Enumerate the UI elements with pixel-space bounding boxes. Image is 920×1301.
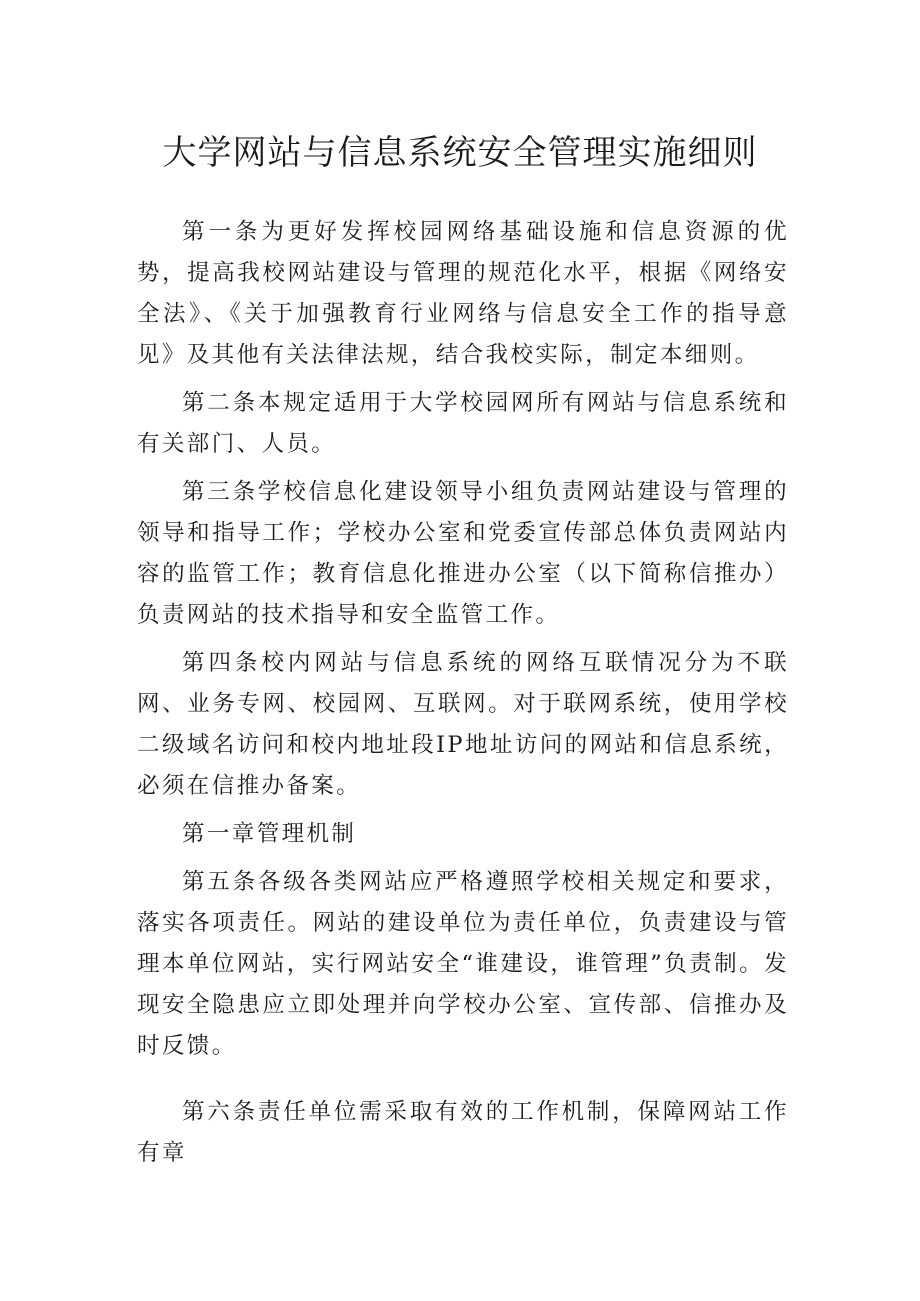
article-1-paragraph: 第一条为更好发挥校园网络基础设施和信息资源的优势，提高我校网站建设与管理的规范化水平，根据《网络安全法》、《关于加强教育行业网络与信息安全工作的指导意见》及其他有关法律法规，结合我校实际，制定本细则。: [137, 219, 789, 368]
article-3-paragraph: 第三条学校信息化建设领导小组负责网站建设与管理的领导和指导工作；学校办公室和党委宣传部总体负责网站内容的监管工作；教育信息化推进办公室（以下简称信推办）负责网站的技术指导和安全监管工作。: [137, 479, 789, 628]
document-title: 大学网站与信息系统安全管理实施细则: [162, 133, 758, 173]
article-4-paragraph: 第四条校内网站与信息系统的网络互联情况分为不联网、业务专网、校园网、互联网。对于联网系统，使用学校二级域名访问和校内地址段IP地址访问的网站和信息系统，必须在信推办备案。: [137, 650, 789, 799]
chapter-1-heading: 第一章管理机制: [182, 821, 357, 847]
article-5-paragraph: 第五条各级各类网站应严格遵照学校相关规定和要求，落实各项责任。网站的建设单位为责任单位，负责建设与管理本单位网站，实行网站安全“谁建设，谁管理”负责制。发现安全隐患应立即处理并向学校办公室、宣传部、信推办及时反馈。: [137, 869, 789, 1059]
article-2-paragraph: 第二条本规定适用于大学校园网所有网站与信息系统和有关部门、人员。: [137, 390, 789, 457]
document-body: [137, 212, 789, 1174]
article-6-paragraph: 第六条责任单位需采取有效的工作机制，保障网站工作有章: [137, 1099, 789, 1166]
